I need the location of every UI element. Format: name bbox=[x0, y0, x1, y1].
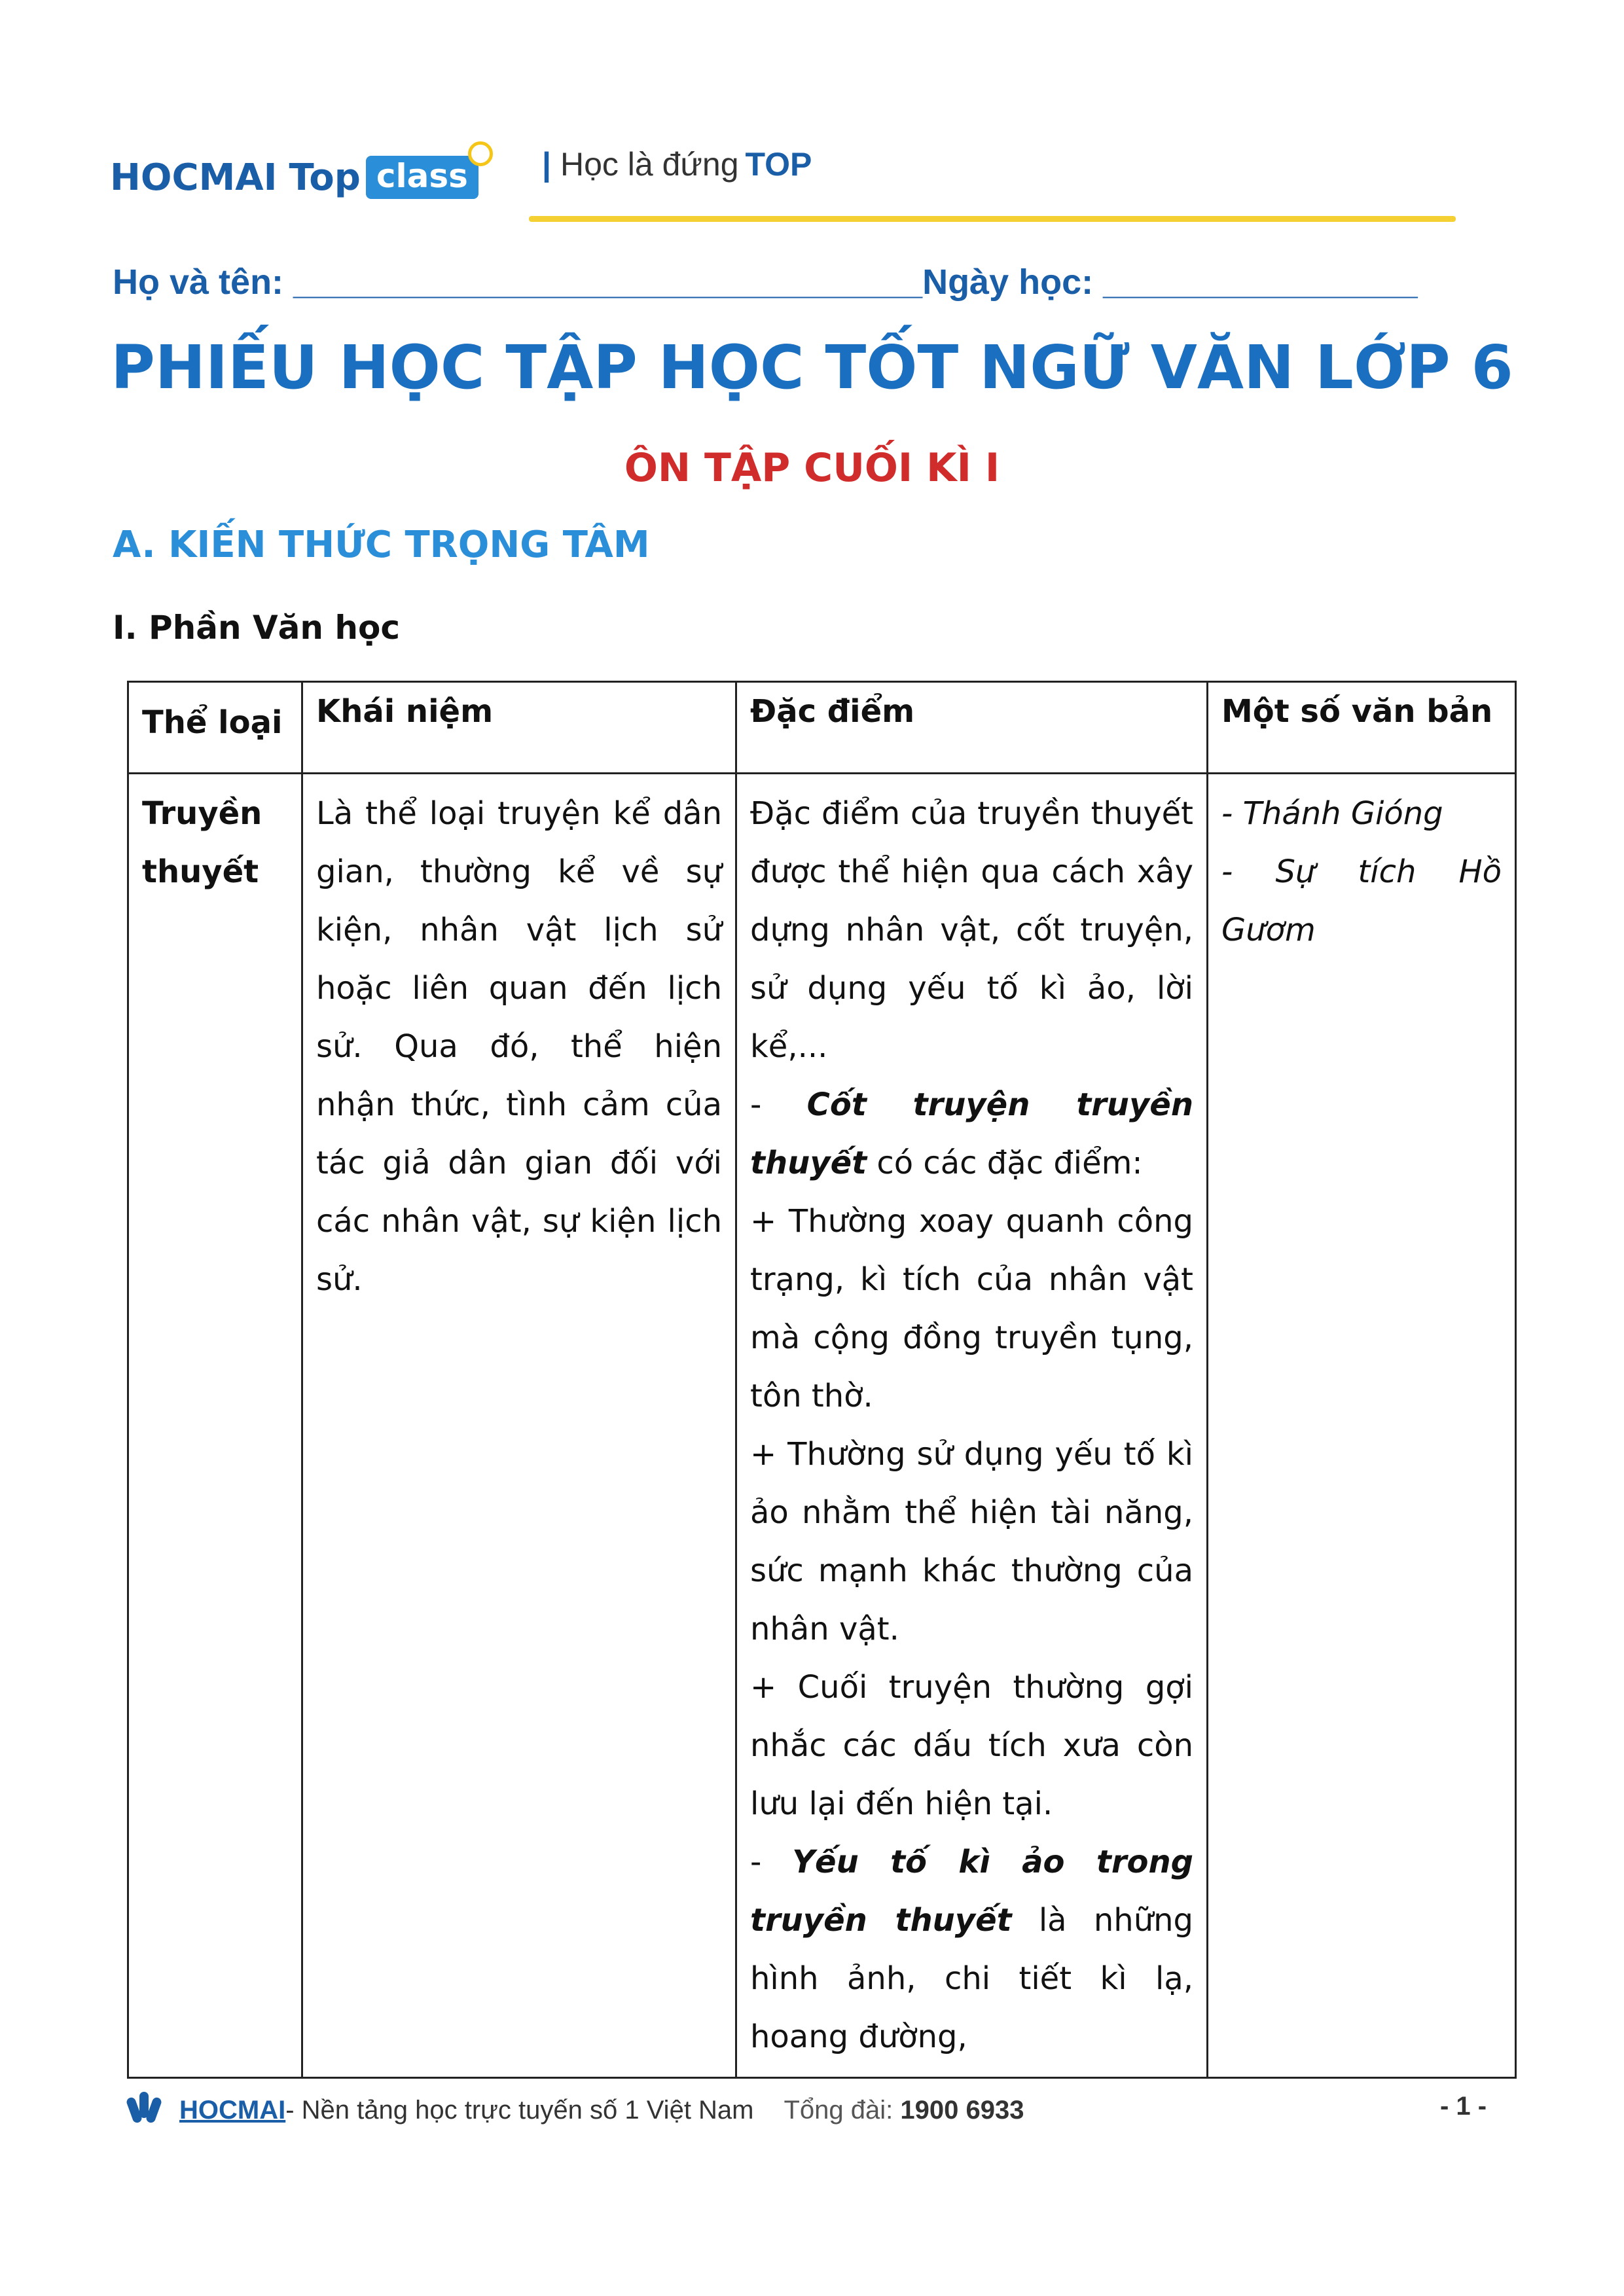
logo-top: Top bbox=[289, 156, 361, 199]
tagline-separator: | bbox=[542, 146, 551, 183]
logo-brand: HOCMAI bbox=[110, 156, 278, 199]
page-footer bbox=[128, 2092, 1024, 2128]
header-divider bbox=[529, 216, 1456, 222]
page-subtitle: ÔN TẬP CUỐI KÌ I bbox=[624, 445, 1000, 491]
tagline-highlight: TOP bbox=[745, 146, 812, 183]
footer-brand-link[interactable]: HOCMAI bbox=[179, 2095, 286, 2125]
feature-plot-item-3: + Cuối truyện thường gợi nhắc các dấu tích xưa còn lưu lại đến hiện tại. bbox=[750, 1669, 1193, 1822]
tagline-text: Học là đứng bbox=[560, 146, 739, 183]
section-heading-a: A. KIẾN THỨC TRỌNG TÂM bbox=[113, 524, 650, 566]
feature-intro: Đặc điểm của truyền thuyết được thể hiện qua cách xây dựng nhân vật, cốt truyện, sử dụng yếu tố kì ảo, lời kể,... bbox=[750, 795, 1193, 1065]
section-heading-i: I. Phần Văn học bbox=[113, 609, 401, 647]
header-cell-genre: Thể loại bbox=[128, 682, 302, 774]
header-tagline bbox=[542, 145, 812, 183]
footer-text: - Nền tảng học trực tuyến số 1 Việt Nam bbox=[285, 2095, 754, 2125]
cell-genre: Truyền thuyết bbox=[128, 774, 302, 2078]
logo-class-badge: class bbox=[366, 156, 478, 199]
footer-hotline: Tổng đài: 1900 6933 bbox=[784, 2095, 1024, 2125]
page-number: - 1 - bbox=[1440, 2092, 1487, 2121]
header-cell-features: Đặc điểm bbox=[736, 682, 1208, 774]
feature-plot-item-1: + Thường xoay quanh công trạng, kì tích của nhân vật mà cộng đồng truyền tụng, tôn thờ. bbox=[750, 1203, 1193, 1414]
hocmai-topclass-logo bbox=[110, 148, 478, 207]
page-title: PHIẾU HỌC TẬP HỌC TỐT NGỮ VĂN LỚP 6 bbox=[111, 332, 1513, 403]
literature-table bbox=[127, 681, 1517, 2079]
feature-fantasy-heading: - Yếu tố kì ảo trong truyền thuyết là những hình ảnh, chi tiết kì lạ, hoang đường, bbox=[750, 1844, 1194, 2055]
header-cell-texts: Một số văn bản bbox=[1208, 682, 1516, 774]
feature-plot-item-2: + Thường sử dụng yếu tố kì ảo nhằm thể hiện tài năng, sức mạnh khác thường của nhân vật. bbox=[750, 1436, 1193, 1647]
table-row bbox=[128, 774, 1516, 2078]
feature-plot-heading: - Cốt truyện truyền thuyết có các đặc điểm: bbox=[750, 1086, 1193, 1181]
cell-texts bbox=[1208, 774, 1516, 2078]
table-header-row bbox=[128, 682, 1516, 774]
text-item: - Sự tích Hồ Gươm bbox=[1221, 853, 1502, 948]
hocmai-footer-icon bbox=[128, 2092, 160, 2128]
header-cell-concept: Khái niệm bbox=[302, 682, 736, 774]
cell-concept: Là thể loại truyện kể dân gian, thường kể về sự kiện, nhân vật lịch sử hoặc liên quan đến lịch sử. Qua đó, thể hiện nhận thức, tình cảm của tác giả dân gian đối với các nhân vật, sự kiện lịch sử. bbox=[302, 774, 736, 2078]
name-date-line: Họ và tên: ________________________________Ngày học: ________________ bbox=[113, 262, 1418, 302]
logo-star-icon bbox=[468, 141, 493, 166]
cell-features bbox=[736, 774, 1208, 2078]
text-item: - Thánh Gióng bbox=[1221, 795, 1443, 832]
